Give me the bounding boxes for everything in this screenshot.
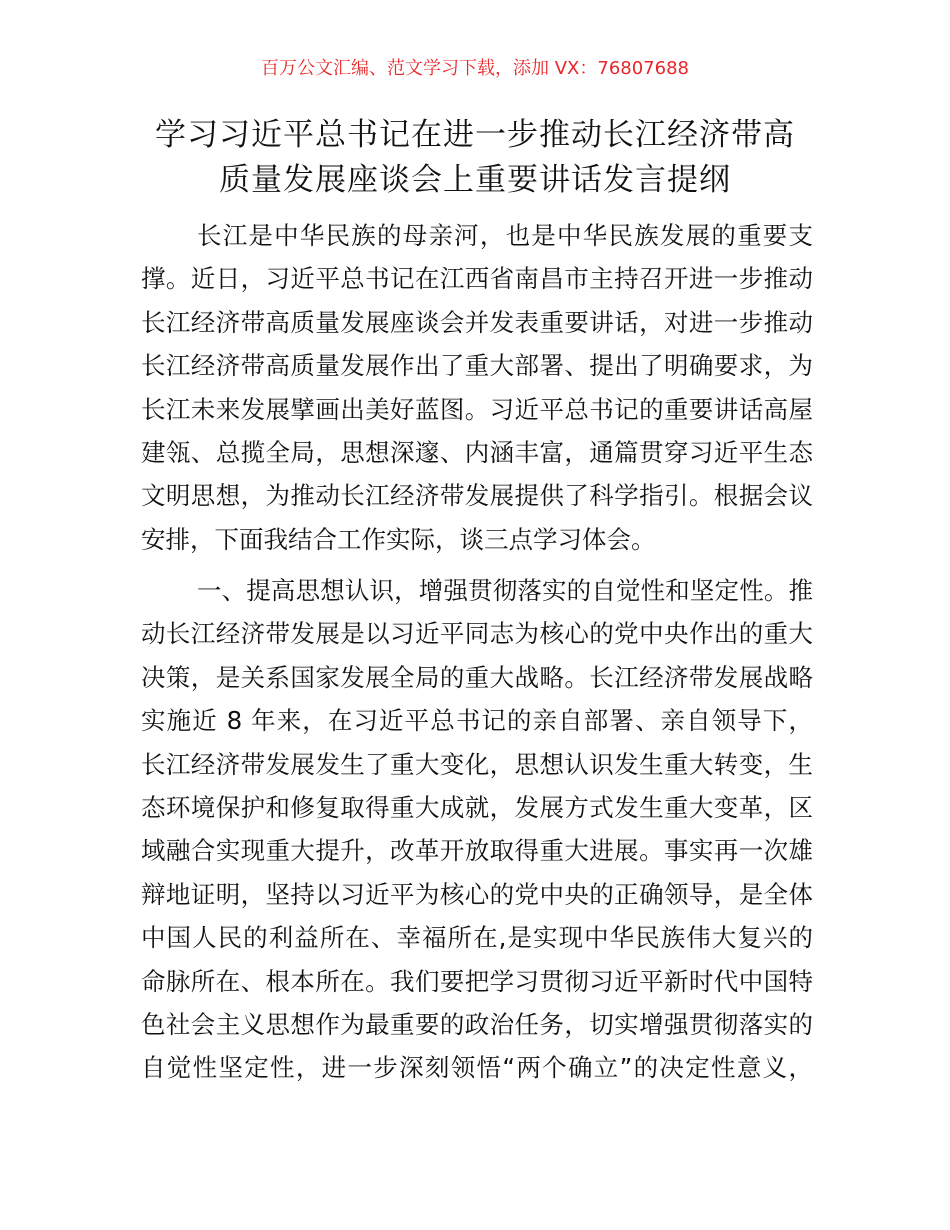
text-line: 长江经济带高质量发展座谈会并发表重要讲话，对进一步推动: [141, 307, 813, 337]
document-title-line-1: 学习习近平总书记在进一步推动长江经济带高: [155, 117, 795, 153]
text-line: 建瓴、总揽全局，思想深邃、内涵丰富，通篇贯穿习近平生态: [141, 437, 813, 467]
document-title-line-2: 质量发展座谈会上重要讲话发言提纲: [219, 162, 731, 198]
text-line: 域融合实现重大提升，改革开放取得重大进展。事实再一次雄: [141, 836, 813, 866]
text-line: 长江是中华民族的母亲河，也是中华民族发展的重要支: [197, 221, 813, 250]
paragraph-section-one: [141, 569, 813, 1090]
watermark-header: 百万公文汇编、范文学习下载，添加 VX：76807688: [261, 58, 689, 79]
text-line: 实施近 8 年来，在习近平总书记的亲自部署、亲自领导下，: [141, 706, 813, 736]
text-line: 中国人民的利益所在、幸福所在,是实现中华民族伟大复兴的: [141, 923, 813, 953]
paragraph-intro: [141, 214, 813, 561]
text-line: 决策，是关系国家发展全局的重大战略。长江经济带发展战略: [141, 662, 813, 692]
text-line: 文明思想，为推动长江经济带发展提供了科学指引。根据会议: [141, 481, 813, 511]
text-line: 自觉性坚定性，进一步深刻领悟“两个确立”的决定性意义，: [141, 1053, 813, 1083]
text-line: 长江经济带发展发生了重大变化，思想认识发生重大转变，生: [141, 749, 813, 779]
text-line: 辩地证明，坚持以习近平为核心的党中央的正确领导，是全体: [141, 879, 813, 909]
text-line: 安排，下面我结合工作实际，谈三点学习体会。: [141, 524, 656, 554]
text-line: 长江经济带高质量发展作出了重大部署、提出了明确要求，为: [141, 351, 813, 381]
text-line: 一、提高思想认识，增强贯彻落实的自觉性和坚定性。推: [197, 576, 813, 605]
text-line: 态环境保护和修复取得重大成就，发展方式发生重大变革，区: [141, 792, 813, 822]
text-line: 命脉所在、根本所在。我们要把学习贯彻习近平新时代中国特: [141, 966, 813, 996]
text-line: 色社会主义思想作为最重要的政治任务，切实增强贯彻落实的: [141, 1009, 813, 1039]
text-line: 动长江经济带发展是以习近平同志为核心的党中央作出的重大: [141, 619, 813, 649]
text-line: 撑。近日，习近平总书记在江西省南昌市主持召开进一步推动: [141, 264, 813, 294]
text-line: 长江未来发展擘画出美好蓝图。习近平总书记的重要讲话高屋: [141, 394, 813, 424]
